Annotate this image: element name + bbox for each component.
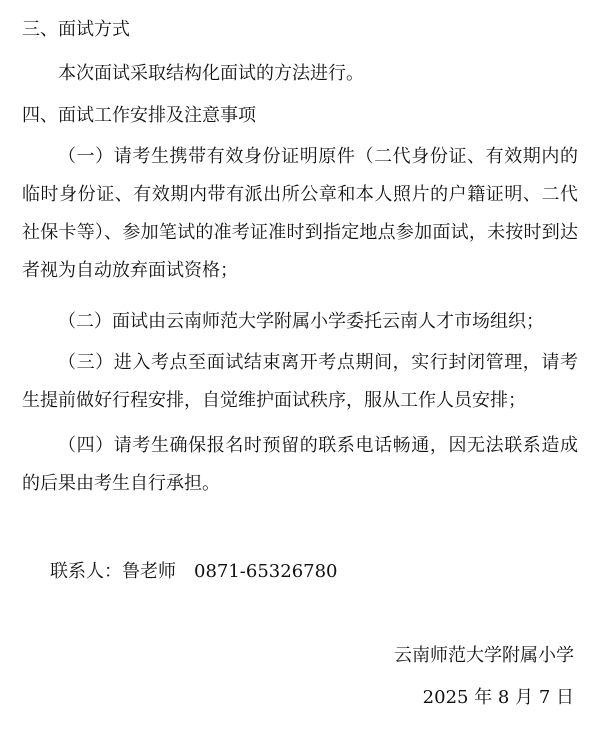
notice-item-3: （三）进入考点至面试结束离开考点期间，实行封闭管理，请考生提前做好行程安排，自觉维护面试秩序，服从工作人员安排；: [22, 352, 578, 411]
section-3-heading: 三、面试方式: [22, 19, 130, 40]
notice-item-4: （四）请考生确保报名时预留的联系电话畅通，因无法联系造成的后果由考生自行承担。: [22, 435, 578, 494]
contact-line: [50, 558, 338, 586]
signature-organization: 云南师范大学附属小学: [394, 645, 574, 666]
contact-phone: 0871-65326780: [194, 561, 338, 582]
section-4-heading: 四、面试工作安排及注意事项: [22, 105, 256, 126]
signature-date: 2025 年 8 月 7 日: [422, 687, 574, 708]
notice-item-1: （一）请考生携带有效身份证明原件（二代身份证、有效期内的临时身份证、有效期内带有派出所公章和本人照片的户籍证明、二代社保卡等）、参加笔试的准考证准时到指定地点参加面试，未按时到达者视为自动放弃面试资格；: [22, 146, 578, 281]
contact-label: 联系人：鲁老师: [50, 561, 176, 582]
section-3-body: 本次面试采取结构化面试的方法进行。: [58, 63, 364, 84]
notice-item-2: （二）面试由云南师范大学附属小学委托云南人才市场组织；: [58, 311, 544, 332]
